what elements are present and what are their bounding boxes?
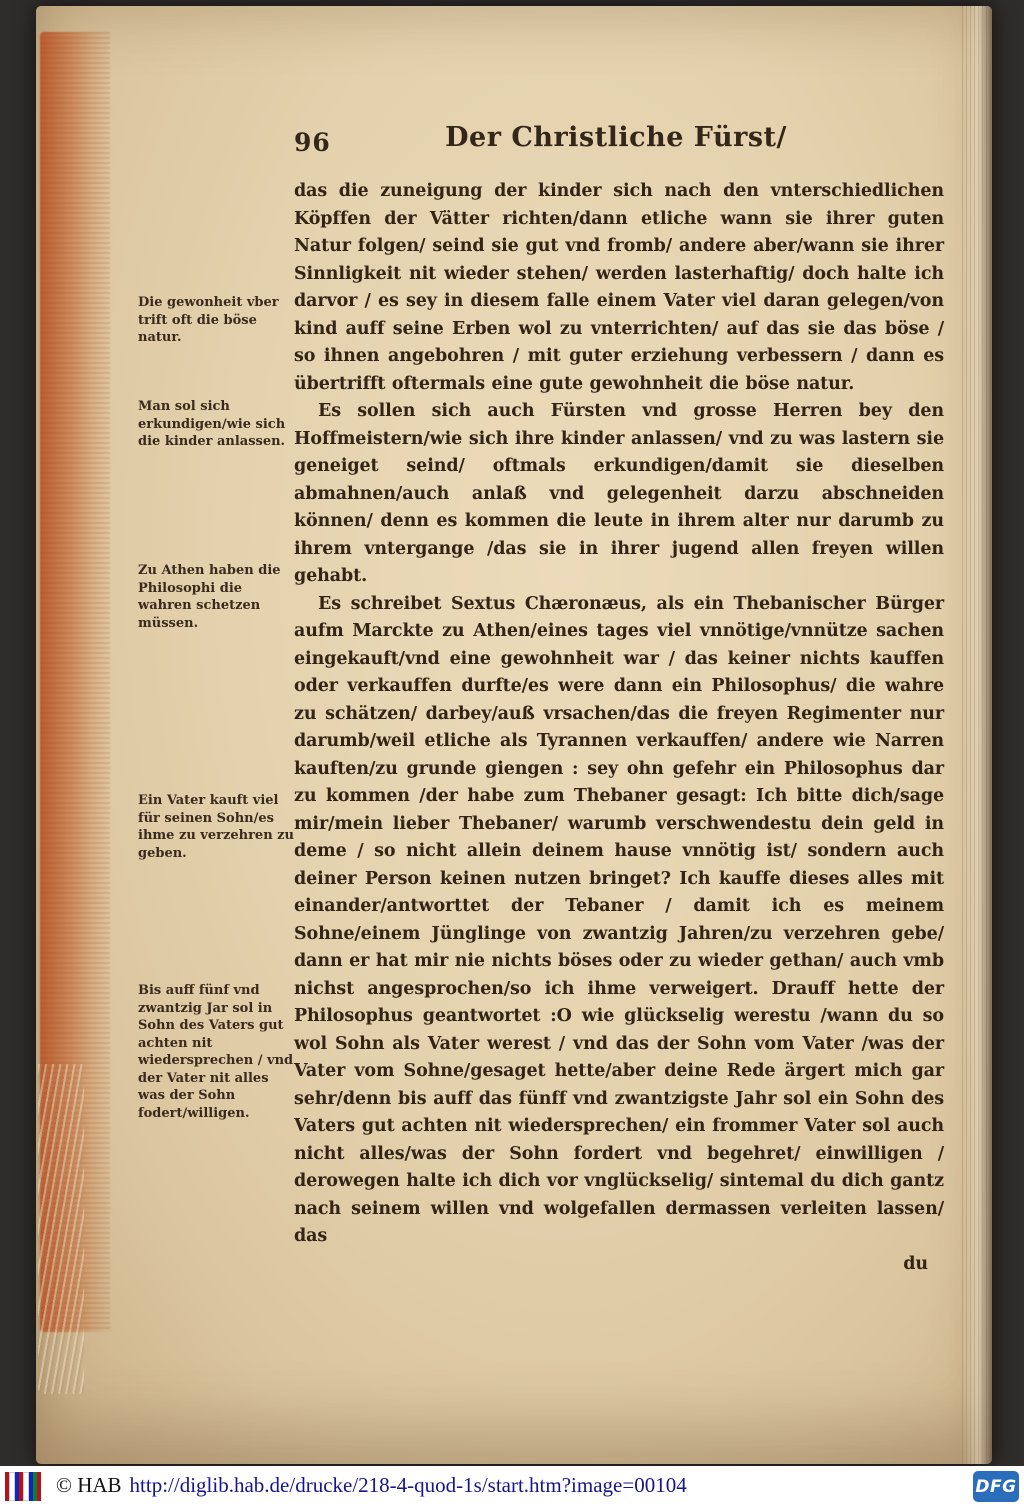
page-stack-edges bbox=[38, 1064, 84, 1394]
copyright-text: © HAB bbox=[56, 1473, 122, 1497]
body-paragraph: Es sollen sich auch Fürsten vnd grosse Herren bey den Hoffmeistern/wie sich ihre kinder anlassen/ vnd zu was lastern sie geneiget seind/ oftmals erkundigen/damit sie dieselben abmahnen/auch anlaß vnd gelegenheit darzu abschneiden können/ denn es kommen die leute in ihrem alter nur darumb zu ihrem vntergange /das sie in ihrer jugend allen freyen willen gehabt. bbox=[294, 401, 944, 586]
footer-text bbox=[56, 1473, 687, 1498]
color-calibration-icon bbox=[5, 1472, 41, 1501]
margin-note: Die gewonheit vber trift oft die böse natur. bbox=[138, 295, 279, 345]
body-paragraph: Es schreibet Sextus Chæronæus, als ein Thebanischer Bürger aufm Marckte zu Athen/eines tages viel vnnötige/vnnütze sachen eingekauft/vnd eine gewohnheit war / das keiner nichts kauffen oder verkauffen durfte/es were dann ein Philosophus/ die wahre zu schätzen/ darbey/auß vrsachen/das die freyen Regimenter nur darumb/weil etliche als Tyrannen verkauffen/ andere wie Narren kauften/zu grunde giengen : sey ohn gefehr ein Philosophus dar zu kommen /der habe zum Thebaner gesagt: Ich bitte dich/sage mir/mein lieber Thebaner/ warumb verschwendestu dein geld in deme / so nicht allein deinem hause vnnötig ist/ sondern auch deiner Person keinen nutzen bringet? Ich kauffe dieses alles mit einander/antworttet der Tebaner / damit ich es meinem Sohne/einem Jünglinge von zwantzig Jahren/zu verzehren gebe/ dann er hat mir nie nichts böses oder zu wieder gethan/ auch vmb nichst angesprochen/so ich ihme verweigert. Drauff hette der Philosophus geantwortet :O wie glückselig werestu /wann du so wol Sohn als Vater werest / vnd das der Sohn vom Vater /was der Vater vom Sohne/gesaget hette/aber deine Rede ärgert mich gar sehr/denn bis auff das fünff vnd zwantzigste Jahr sol ein Sohn des Vaters gut achten nit wiedersprechen/ ein frommer Vater sol auch nicht alles/was der Sohn fordert vnd begehret/ einwilligen / derowegen halte ich dich vor vnglückselig/ sintemal du dich gantz nach seinem willen vnd wolgefallen dermassen verleiten lassen/ das bbox=[294, 593, 944, 1246]
viewer-footer-bar bbox=[0, 1466, 1024, 1507]
body-paragraph: das die zuneigung der kinder sich nach den vnterschiedlichen Köpffen der Vätter richten/dann etliche wann sie ihrer guten Natur folgen/ seind sie gut vnd fromb/ andere aber/wann sie ihrer Sinnligkeit nit wieder stehen/ werden lasterhaftig/ doch halte ich darvor / es sey in diesem falle einem Vater viel daran gelegen/von kind auff seine Erben wol zu vnterrichten/ auf das sie das böse / so ihnen angebohren / mit guter erziehung verbessern / dann es übertrifft oftermals eine gute gewohnheit die böse natur. bbox=[294, 181, 944, 394]
source-url-link[interactable]: http://diglib.hab.de/drucke/218-4-quod-1s/start.htm?image=00104 bbox=[129, 1473, 687, 1497]
margin-note: Man sol sich erkundigen/wie sich die kinder anlassen. bbox=[138, 399, 286, 449]
margin-note: Zu Athen haben die Philosophi die wahren schetzen müssen. bbox=[138, 563, 281, 631]
gutter-page-edge bbox=[962, 6, 992, 1464]
catchword: du bbox=[903, 1253, 928, 1274]
margin-note: Ein Vater kauft viel für seinen Sohn/es ihme zu verzehren zu geben. bbox=[138, 793, 295, 861]
dfg-logo[interactable]: DFG bbox=[973, 1471, 1019, 1502]
body-text-column bbox=[294, 178, 944, 1278]
page-number: 96 bbox=[294, 128, 331, 157]
margin-note: Bis auff fünf vnd zwantzig Jar sol in Sohn des Vaters gut achten nit wiedersprechen / vnd der Vater nit alles was der Sohn fodert/willigen. bbox=[138, 983, 294, 1121]
scanned-book-page bbox=[36, 6, 992, 1464]
running-header: Der Christliche Fürst/ bbox=[445, 122, 787, 153]
